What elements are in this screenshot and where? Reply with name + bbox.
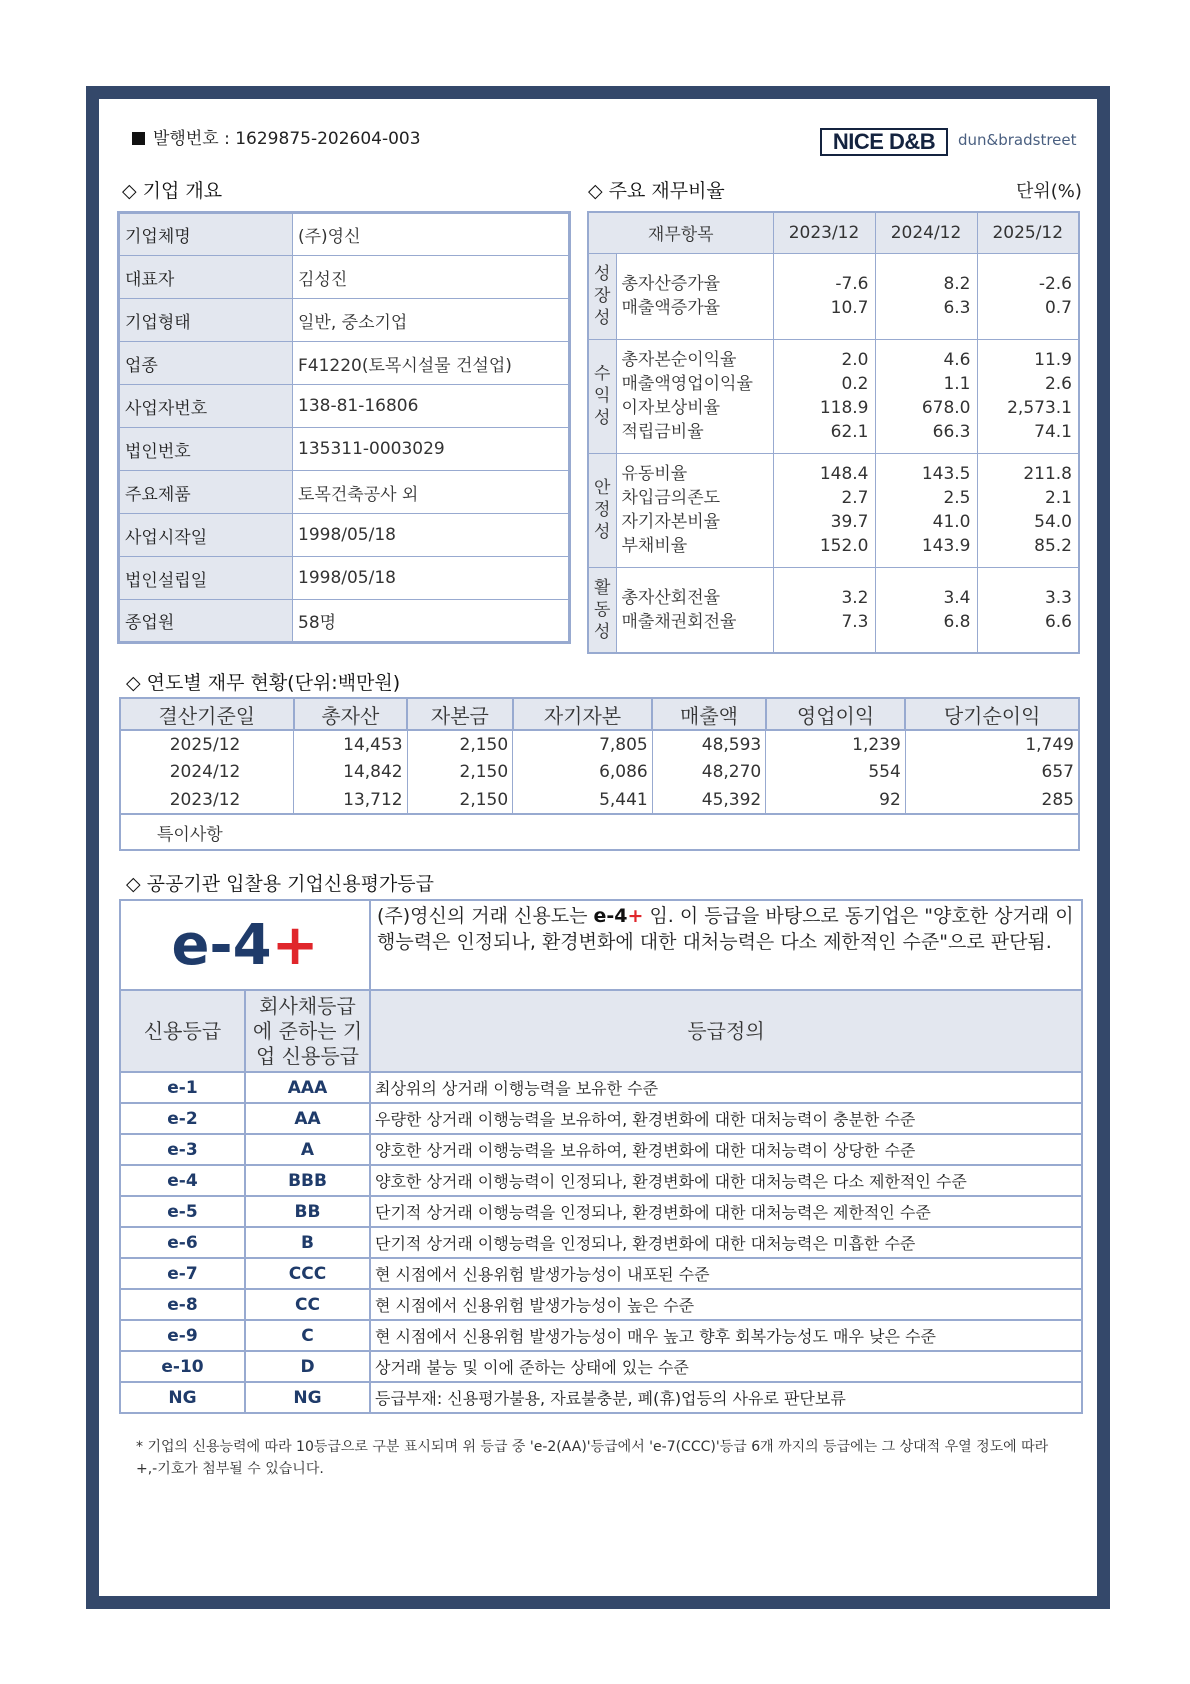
ratio-value: 2.5 [943,488,971,508]
overview-value: 토목건축공사 외 [293,471,570,514]
grade-col-header: 회사채등급에 준하는 기업 신용등급 [245,990,370,1072]
ratios-header: 2024/12 [875,212,977,253]
ratio-value: 85.2 [1034,536,1072,556]
ratio-group-label: 활 동 성 [588,567,616,653]
grade-row [120,1382,1082,1413]
grade-code: NG [120,1382,245,1413]
ratio-values-y2024 [875,253,977,339]
ratio-value: 148.4 [819,464,869,484]
overview-row [119,600,570,643]
yearly-header-row [120,698,1079,730]
ratio-group [588,339,1079,453]
yearly-note-row [120,814,1079,850]
yearly-cell: 1,239 [766,730,906,758]
ratio-items [616,453,773,567]
yearly-cell: 45,392 [652,786,766,814]
grade-col-header: 등급정의 [370,990,1082,1072]
grade-code: e-10 [120,1351,245,1382]
ratio-value: 2.6 [1044,374,1072,394]
ratio-values-y2025 [977,253,1079,339]
overview-row [119,385,570,428]
ratio-value: 41.0 [932,512,971,532]
grade-title: ◇ 공공기관 입찰용 기업신용평가등급 [126,873,435,895]
ratio-items [616,567,773,653]
overview-row [119,213,570,256]
grade-code: e-7 [120,1258,245,1289]
footnote: * 기업의 신용능력에 따라 10등급으로 구분 표시되며 위 등급 중 'e-2(AA)'등급에서 'e-7(CCC)'등급 6개 까지의 등급에는 그 상대적 우열 정도에 따라 +,-기호가 첨부될 수 있습니다. [136,1439,1049,1477]
grade-definition: 등급부재: 신용평가불용, 자료불충분, 폐(휴)업등의 사유로 판단보류 [370,1382,1082,1413]
ratio-item-label: 유동비율 [621,464,688,484]
grade-description: (주)영신의 거래 신용도는 e-4+ 임. 이 등급을 바탕으로 동기업은 "양호한 상거래 이행능력은 인정되나, 환경변화에 대한 대처능력은 다소 제한적인 수준"으로 판단됨. [370,900,1082,990]
bond-grade: BB [245,1196,370,1227]
overview-row [119,557,570,600]
overview-key: 기업체명 [119,213,293,256]
ratio-values-y2024 [875,567,977,653]
ratio-value: 74.1 [1034,422,1072,442]
grade-definition: 최상위의 상거래 이행능력을 보유한 수준 [370,1072,1082,1103]
ratio-items [616,253,773,339]
grade-code: e-4 [120,1165,245,1196]
ratio-value: 1.1 [943,374,971,394]
grade-row [120,1103,1082,1134]
ratio-item-label: 부채비율 [621,536,688,556]
overview-row [119,514,570,557]
ratio-item-label: 차입금의존도 [621,488,721,508]
grade-col-header: 신용등급 [120,990,245,1072]
grade-code: e-3 [120,1134,245,1165]
yearly-cell: 2024/12 [120,758,294,786]
ratio-value: 2.1 [1044,488,1072,508]
overview-key: 종업원 [119,600,293,643]
grade-definition: 양호한 상거래 이행능력을 보유하여, 환경변화에 대한 대처능력이 상당한 수준 [370,1134,1082,1165]
ratio-values-y2023 [773,567,875,653]
ratio-value: 6.8 [943,611,971,632]
diamond-icon: ◇ [126,672,141,694]
grade-row [120,1134,1082,1165]
ratio-value: 152.0 [819,536,869,556]
yearly-cell: 1,749 [905,730,1079,758]
ratio-group [588,453,1079,567]
ratio-values-y2025 [977,567,1079,653]
yearly-col-header: 자본금 [407,698,513,730]
ratio-values-y2025 [977,453,1079,567]
ratio-values-y2024 [875,453,977,567]
grade-definition: 상거래 불능 및 이에 준하는 상태에 있는 수준 [370,1351,1082,1382]
grade-code: e-6 [120,1227,245,1258]
ratios-title: ◇ 주요 재무비율 [588,180,725,202]
overview-title: ◇ 기업 개요 [122,180,223,202]
ratio-item-label: 매출채권회전율 [621,611,737,632]
overview-row [119,428,570,471]
ratio-value: 2.7 [841,488,869,508]
yearly-cell: 2025/12 [120,730,294,758]
grade-definition: 현 시점에서 신용위험 발생가능성이 내포된 수준 [370,1258,1082,1289]
ratio-values-y2024 [875,339,977,453]
bond-grade: CC [245,1289,370,1320]
ratio-value: 54.0 [1034,512,1072,532]
bond-grade: A [245,1134,370,1165]
ratio-item-label: 총자산증가율 [621,274,721,294]
ratio-value: -7.6 [835,274,869,294]
ratio-value: 6.3 [943,298,971,318]
overview-table [117,211,571,644]
ratio-value: 39.7 [830,512,869,532]
bond-grade: D [245,1351,370,1382]
grade-definition: 양호한 상거래 이행능력이 인정되나, 환경변화에 대한 대처능력은 다소 제한적인 수준 [370,1165,1082,1196]
ratio-values-y2023 [773,453,875,567]
yearly-cell: 2023/12 [120,786,294,814]
yearly-table [119,697,1080,851]
yearly-col-header: 당기순이익 [905,698,1079,730]
overview-key: 기업형태 [119,299,293,342]
grade-row [120,1320,1082,1351]
grade-definition: 현 시점에서 신용위험 발생가능성이 매우 높고 향후 회복가능성도 매우 낮은 수준 [370,1320,1082,1351]
overview-row [119,299,570,342]
ratios-header: 2023/12 [773,212,875,253]
yearly-cell: 657 [905,758,1079,786]
yearly-cell: 48,270 [652,758,766,786]
ratio-value: 118.9 [819,398,869,418]
overview-value: 1998/05/18 [293,557,570,600]
ratio-value: 143.5 [921,464,971,484]
ratio-values-y2023 [773,339,875,453]
ratio-value: 678.0 [921,398,971,418]
yearly-cell: 6,086 [513,758,653,786]
overview-key: 대표자 [119,256,293,299]
overview-value: 58명 [293,600,570,643]
grade-definition: 단기적 상거래 이행능력을 인정되나, 환경변화에 대한 대처능력은 제한적인 수준 [370,1196,1082,1227]
ratio-item-label: 이자보상비율 [621,398,721,418]
ratio-item-label: 총자산회전율 [621,587,721,608]
overview-key: 법인설립일 [119,557,293,600]
bond-grade: AA [245,1103,370,1134]
overview-value: (주)영신 [293,213,570,256]
overview-value: 김성진 [293,256,570,299]
ratio-value: -2.6 [1038,274,1072,294]
overview-value: F41220(토목시설물 건설업) [293,342,570,385]
yearly-cell: 14,453 [294,730,408,758]
ratio-item-label: 자기자본비율 [621,512,721,532]
grade-code: e-2 [120,1103,245,1134]
bond-grade: C [245,1320,370,1351]
bond-grade: AAA [245,1072,370,1103]
yearly-col-header: 매출액 [652,698,766,730]
yearly-row [120,758,1079,786]
grade-definition: 현 시점에서 신용위험 발생가능성이 높은 수준 [370,1289,1082,1320]
ratio-value: 66.3 [932,422,971,442]
grade-code: e-8 [120,1289,245,1320]
ratio-value: 62.1 [830,422,869,442]
overview-key: 법인번호 [119,428,293,471]
ratio-value: 2,573.1 [1007,398,1072,418]
issue-number: 발행번호 : 1629875-202604-003 [132,124,421,149]
ratio-value: 6.6 [1044,611,1072,632]
grade-row [120,1227,1082,1258]
ratios-header: 2025/12 [977,212,1079,253]
yearly-col-header: 자기자본 [513,698,653,730]
yearly-cell: 13,712 [294,786,408,814]
yearly-cell: 2,150 [407,758,513,786]
grade-table [119,899,1083,1414]
yearly-col-header: 영업이익 [766,698,906,730]
grade-row [120,1258,1082,1289]
ratio-group-label: 성 장 성 [588,253,616,339]
bond-grade: NG [245,1382,370,1413]
yearly-title: ◇ 연도별 재무 현황(단위:백만원) [126,672,401,694]
yearly-cell: 14,842 [294,758,408,786]
ratio-value: 0.2 [841,374,869,394]
grade-definition: 우량한 상거래 이행능력을 보유하여, 환경변화에 대한 대처능력이 충분한 수준 [370,1103,1082,1134]
ratio-value: 3.2 [841,587,869,608]
bond-grade: BBB [245,1165,370,1196]
grade-code: e-1 [120,1072,245,1103]
grade-row [120,1289,1082,1320]
overview-value: 일반, 중소기업 [293,299,570,342]
ratios-header: 재무항목 [588,212,773,253]
ratio-value: 7.3 [841,611,869,632]
diamond-icon: ◇ [122,180,137,202]
yearly-cell: 48,593 [652,730,766,758]
ratio-value: 3.4 [943,587,971,608]
overview-key: 사업시작일 [119,514,293,557]
overview-key: 사업자번호 [119,385,293,428]
yearly-cell: 92 [766,786,906,814]
current-grade: e-4+ [120,900,370,990]
overview-value: 135311-0003029 [293,428,570,471]
yearly-cell: 2,150 [407,786,513,814]
ratio-value: 211.8 [1023,464,1072,484]
grade-row [120,1351,1082,1382]
ratio-item-label: 매출액증가율 [621,298,721,318]
ratios-unit: 단위(%) [1016,181,1082,202]
ratio-value: 4.6 [943,350,971,370]
diamond-icon: ◇ [588,180,603,202]
bond-grade: CCC [245,1258,370,1289]
yearly-row [120,786,1079,814]
ratio-items [616,339,773,453]
ratio-value: 3.3 [1044,587,1072,608]
ratio-value: 0.7 [1044,298,1072,318]
ratio-item-label: 매출액영업이익율 [621,374,753,394]
yearly-cell: 285 [905,786,1079,814]
overview-row [119,256,570,299]
overview-row [119,342,570,385]
yearly-row [120,730,1079,758]
grade-row [120,1196,1082,1227]
ratio-value: 2.0 [841,350,869,370]
yearly-cell: 5,441 [513,786,653,814]
yearly-cell: 7,805 [513,730,653,758]
ratio-item-label: 총자본순이익율 [621,350,737,370]
ratios-table [587,211,1080,654]
grade-code: e-9 [120,1320,245,1351]
ratio-group [588,567,1079,653]
grade-definition: 단기적 상거래 이행능력을 인정되나, 환경변화에 대한 대처능력은 미흡한 수준 [370,1227,1082,1258]
ratio-value: 8.2 [943,274,971,294]
yearly-cell: 2,150 [407,730,513,758]
overview-value: 138-81-16806 [293,385,570,428]
ratio-values-y2023 [773,253,875,339]
overview-row [119,471,570,514]
ratio-item-label: 적립금비율 [621,422,704,442]
ratio-group [588,253,1079,339]
grade-row [120,1072,1082,1103]
grade-row [120,1165,1082,1196]
nice-dnb-logo: NICE D&B [820,128,948,156]
square-bullet-icon [132,132,145,145]
ratio-group-label: 수 익 성 [588,339,616,453]
yearly-col-header: 총자산 [294,698,408,730]
yearly-note-label: 특이사항 [120,814,1079,850]
overview-key: 주요제품 [119,471,293,514]
yearly-col-header: 결산기준일 [120,698,294,730]
ratio-value: 11.9 [1034,350,1072,370]
ratio-group-label: 안 정 성 [588,453,616,567]
bond-grade: B [245,1227,370,1258]
grade-code: e-5 [120,1196,245,1227]
yearly-cell: 554 [766,758,906,786]
overview-value: 1998/05/18 [293,514,570,557]
ratio-values-y2025 [977,339,1079,453]
ratio-value: 10.7 [830,298,869,318]
ratio-value: 143.9 [921,536,971,556]
overview-key: 업종 [119,342,293,385]
dun-bradstreet-logo: dun&bradstreet [958,131,1077,149]
diamond-icon: ◇ [126,873,141,895]
